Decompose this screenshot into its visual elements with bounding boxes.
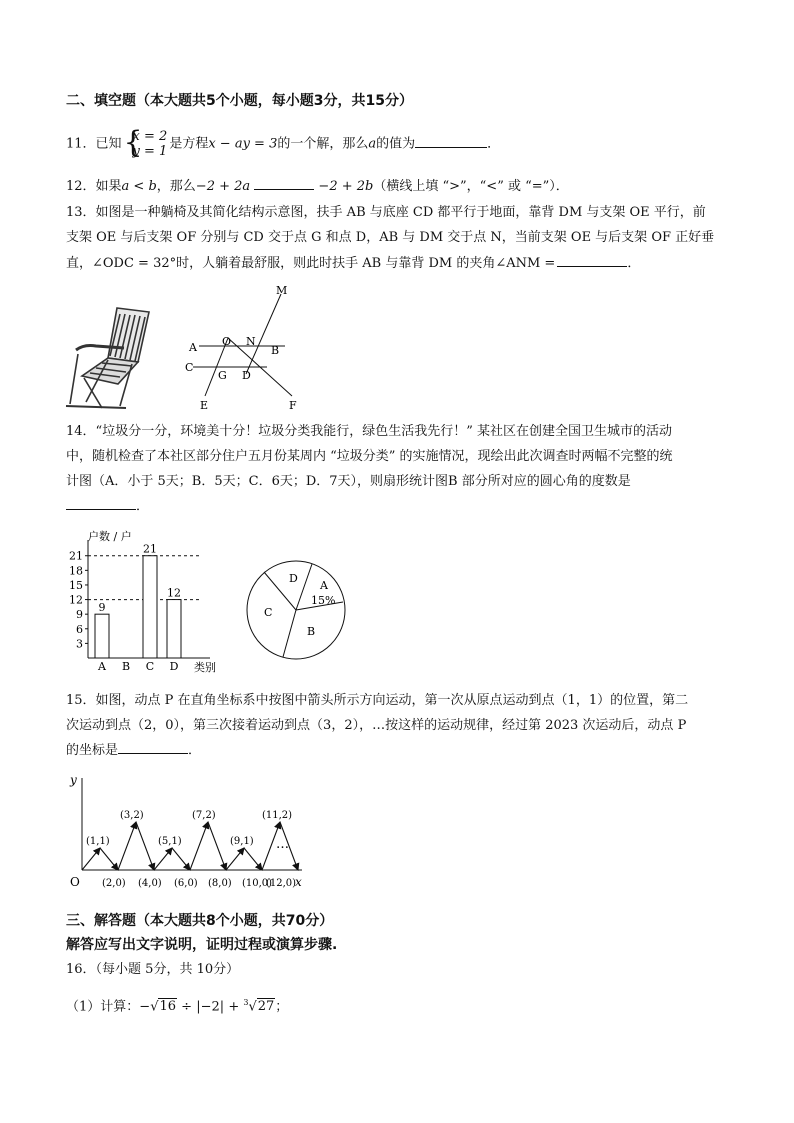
x-axis-label: x <box>295 875 302 889</box>
label-d: D <box>242 369 251 382</box>
bar-chart-xlabel: 类别 <box>194 661 216 674</box>
question-12 <box>66 177 569 196</box>
equation-system <box>123 125 168 160</box>
label-m: M <box>276 284 288 297</box>
point-3-2: (3,2) <box>120 810 144 821</box>
bar-value-D: 12 <box>167 586 181 600</box>
q15-line-3-text: 的坐标是 <box>66 743 119 758</box>
bar-value-A: 9 <box>98 601 106 615</box>
q14-line-4-period: ． <box>136 499 150 514</box>
q12-hint: （横线上填 “>”，“<” 或 “=”）． <box>373 179 569 194</box>
pie-divider-ad <box>296 564 312 610</box>
bar-category-A: A <box>98 660 106 673</box>
q12-left: −2 + 2a <box>195 179 251 194</box>
pie-slice-c: C <box>264 606 273 619</box>
q13-line-3a: 直，∠ODC = 32°时，人躺着最舒服，则此时扶手 AB 与靠背 DM 的夹角∠ANM = <box>66 256 556 271</box>
plus-sign: + <box>228 999 240 1015</box>
label-g: G <box>218 369 227 382</box>
label-e: E <box>200 399 209 412</box>
q13-line-1: 13．如图是一种躺椅及其简化结构示意图，扶手 AB 与底座 CD 都平行于地面，靠背 DM 与支架 OE 平行，前 <box>66 205 706 220</box>
q12-answer-blank[interactable] <box>254 177 314 190</box>
q15-line-2: 次运动到点（2，0），第三次接着运动到点（3，2），…按这样的运动规律，经过第 2023 次运动后，动点 P <box>66 718 687 733</box>
q11-eq2: y = 1 <box>132 144 168 159</box>
label-o: O <box>222 335 232 348</box>
q16-part1-prefix: （1）计算： <box>66 999 140 1015</box>
q13-line-3b: ． <box>627 256 641 271</box>
q14-line-4 <box>66 497 149 516</box>
label-b: B <box>271 344 280 357</box>
abs-left-bar: | <box>196 999 201 1015</box>
bar-D <box>167 600 181 658</box>
q13-geometry-figure <box>185 280 310 412</box>
bar-ytick-label-15: 15 <box>69 578 83 592</box>
q15-coordinate-figure <box>62 770 312 894</box>
bar-ytick-label-9: 9 <box>76 608 83 622</box>
ellipsis: … <box>276 837 289 852</box>
section-3-title: 三、解答题（本大题共8个小题，共70分） <box>66 913 334 929</box>
bar-ytick-label-21: 21 <box>69 549 83 563</box>
point-8-0: (8,0) <box>208 878 232 889</box>
divide-sign: ÷ <box>181 999 193 1015</box>
q11-var: a <box>368 136 377 152</box>
q13-line-2: 支架 OE 与后支架 OF 分别与 CD 交于点 G 和点 D，AB 与 DM 交于点 N，当前支架 OE 与后支架 OF 正好垂 <box>66 230 715 245</box>
point-10-0: (10,0) <box>242 878 273 889</box>
q14-line-2: 中，随机检查了本社区部分住户五月份某周内 “垃圾分类” 的实施情况，现绘出此次调查时两幅不完整的统 <box>66 449 673 464</box>
bar-chart <box>60 528 230 676</box>
q15-line-1: 15．如图，动点 P 在直角坐标系中按图中箭头所示方向运动，第一次从原点运动到点（1，1）的位置，第二 <box>66 693 689 708</box>
q13-answer-blank[interactable] <box>557 254 627 267</box>
point-6-0: (6,0) <box>174 878 198 889</box>
label-n: N <box>246 335 256 348</box>
bar-category-B: B <box>121 660 131 673</box>
q16-part-1 <box>66 994 288 1016</box>
pie-divider-bc <box>283 610 296 657</box>
section-3-subtitle: 解答应写出文字说明，证明过程或演算步骤. <box>66 937 338 953</box>
y-axis-label: y <box>70 773 77 787</box>
bar-category-C: C <box>145 660 155 673</box>
sqrt-icon: √ <box>150 999 159 1015</box>
question-11 <box>66 125 501 160</box>
q11-tail: 的一个解，那么 <box>277 136 369 152</box>
pie-chart <box>244 558 348 662</box>
point-11-2: (11,2) <box>262 810 293 821</box>
q11-prefix: 11．已知 <box>66 136 122 152</box>
point-7-2: (7,2) <box>192 810 216 821</box>
bar-ytick-label-12: 12 <box>69 593 83 607</box>
bar-A <box>95 614 109 658</box>
pie-slice-d: D <box>289 572 298 585</box>
recliner-chair-illustration <box>62 302 154 414</box>
q11-answer-blank[interactable] <box>415 135 487 148</box>
bar-chart-ylabel: 户数 / 户 <box>88 530 132 543</box>
q14-answer-blank[interactable] <box>66 497 136 510</box>
section-2-title: 二、填空题（本大题共5个小题，每小题3分，共15分） <box>66 93 413 109</box>
label-c: C <box>185 361 194 374</box>
label-a: A <box>189 341 197 354</box>
pie-slice-a-percent: 15% <box>311 594 336 607</box>
pie-slice-a: A <box>320 579 328 592</box>
q15-answer-blank[interactable] <box>118 741 188 754</box>
minus-sign: − <box>139 999 151 1015</box>
label-f: F <box>289 399 297 412</box>
brace-icon: { <box>123 125 143 160</box>
point-9-1: (9,1) <box>230 836 254 847</box>
q11-equation: x − ay = 3 <box>208 136 278 152</box>
bar-ytick-label-6: 6 <box>76 622 83 636</box>
q15-line-4: ． <box>188 743 202 758</box>
q11-period: ． <box>487 136 501 152</box>
bar-C <box>143 556 157 658</box>
q16-end: ； <box>275 999 289 1015</box>
point-2-0: (2,0) <box>102 878 126 889</box>
bar-ytick-label-3: 3 <box>76 637 83 651</box>
cbrt-27: 27 <box>257 999 275 1015</box>
q12-mid: ，那么 <box>156 179 196 194</box>
origin-label: O <box>70 875 80 889</box>
q14-line-3: 计图（A．小于 5天；B．5天；C．6天；D．7天），则扇形统计图B 部分所对应的圆心角的度数是 <box>66 474 631 489</box>
point-12-0: (12,0) <box>266 878 297 889</box>
cube-root-icon: √ <box>248 999 257 1015</box>
point-4-0: (4,0) <box>138 878 162 889</box>
q11-middle: 是方程 <box>169 136 209 152</box>
pie-slice-b: B <box>307 625 316 638</box>
q12-prefix: 12．如果 <box>66 179 122 194</box>
sqrt-16: 16 <box>159 999 177 1015</box>
abs-value: −2 <box>200 999 220 1015</box>
q12-cond: a < b <box>121 179 157 194</box>
bar-category-D: D <box>169 660 179 673</box>
q15-line-3 <box>66 741 201 760</box>
q13-line-3 <box>66 254 640 273</box>
q16-head: 16．（每小题 5分，共 10分） <box>66 962 240 977</box>
line-dm <box>246 294 281 374</box>
cube-root-index: 3 <box>243 998 249 1007</box>
q12-right: −2 + 2b <box>318 179 374 194</box>
q11-end: 的值为 <box>376 136 416 152</box>
bar-value-C: 21 <box>143 542 157 556</box>
point-1-1: (1,1) <box>86 836 110 847</box>
bar-ytick-label-18: 18 <box>69 564 83 578</box>
q14-line-1: 14．“垃圾分一分，环境美十分！垃圾分类我能行，绿色生活我先行！” 某社区在创建全国卫生城市的活动 <box>66 424 672 439</box>
point-5-1: (5,1) <box>158 836 182 847</box>
abs-right-bar: | <box>219 999 225 1015</box>
q11-eq1: x = 2 <box>132 129 168 144</box>
